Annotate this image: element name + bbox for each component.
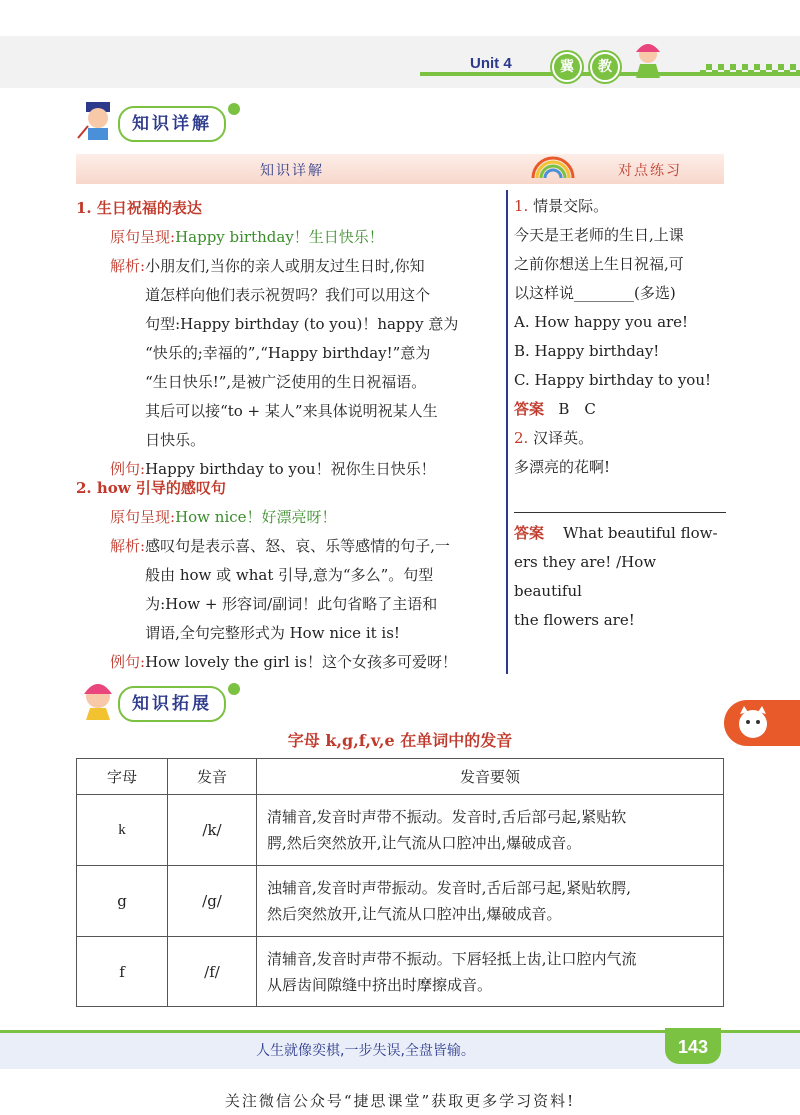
q2-number: 2. [514, 429, 529, 447]
q1-line: 之前你想送上生日祝福,可 [514, 255, 684, 273]
present-label: 原句呈现: [110, 508, 176, 526]
answer-label: 答案 [514, 400, 545, 418]
cell-sound: /g/ [168, 866, 257, 937]
point-heading: 1. 生日祝福的表达 [76, 199, 202, 217]
cell-tip [257, 937, 724, 1007]
explain-line: 为:How + 形容词/副词！此句省略了主语和 [145, 595, 438, 613]
q1-title: 情景交际。 [533, 197, 609, 215]
table-row [77, 866, 724, 937]
present-label: 原句呈现: [110, 228, 176, 246]
publisher-badge-2: 教 [590, 52, 620, 82]
example-text: How lovely the girl is！这个女孩多可爱呀！ [145, 653, 457, 671]
cell-tip [257, 866, 724, 937]
table-row [77, 937, 724, 1007]
explain-line: 道怎样向他们表示祝贺吗？我们可以用这个 [145, 286, 431, 304]
q1-option-c: C. Happy birthday to you! [514, 371, 712, 389]
explain-line: 感叹句是表示喜、怒、哀、乐等感情的句子,一 [145, 537, 450, 555]
table-row [77, 795, 724, 866]
tip-line: 从唇齿间隙缝中挤出时摩擦成音。 [267, 975, 493, 994]
example-label: 例句: [110, 460, 146, 478]
cell-sound: /k/ [168, 795, 257, 866]
answer-label: 答案 [514, 524, 545, 542]
table-header-row [77, 759, 724, 795]
q1-answer-row [514, 395, 726, 424]
section-title-knowledge-detail: 知识详解 [118, 106, 226, 142]
present-text: How nice！好漂亮呀！ [175, 508, 337, 526]
footer-motto: 人生就像奕棋,一步失误,全盘皆输。 [256, 1043, 475, 1059]
example-text: Happy birthday to you！祝你生日快乐！ [145, 460, 436, 478]
q2-answer-line-1: What beautiful flow- [563, 524, 718, 542]
explain-line: 日快乐。 [145, 431, 206, 449]
explain-line: 小朋友们,当你的亲人或朋友过生日时,你知 [145, 257, 425, 275]
practice-q2-title [514, 424, 726, 453]
tip-line: 清辅音,发音时声带不振动。下唇轻抵上齿,让口腔内气流 [267, 949, 637, 968]
q1-option-a: A. How happy you are! [514, 313, 689, 331]
section-title-knowledge-extension: 知识拓展 [118, 686, 226, 722]
explain-line: 其后可以接“to + 某人”来具体说明祝某人生 [145, 402, 438, 420]
publisher-badge-1: 冀 [552, 52, 582, 82]
unit-label: Unit 4 [470, 55, 512, 72]
explain-line: 句型:Happy birthday (to you)！happy 意为 [145, 315, 459, 333]
phonics-table [76, 758, 724, 1007]
header-tips: 发音要领 [257, 759, 724, 795]
tip-line: 浊辅音,发音时声带振动。发音时,舌后部弓起,紧贴软腭, [267, 879, 632, 897]
example-row [76, 648, 504, 677]
girl-mascot-icon [76, 676, 120, 724]
practice-column [514, 192, 726, 635]
explain-text [145, 252, 458, 455]
rainbow-icon [528, 150, 578, 184]
explain-text [145, 532, 450, 648]
page-number: 143 [665, 1028, 721, 1064]
practice-q1-title [514, 192, 726, 221]
side-tab [724, 700, 800, 746]
present-text: Happy birthday！生日快乐！ [175, 228, 384, 246]
fairy-icon [628, 40, 668, 84]
header-sound: 发音 [168, 759, 257, 795]
explain-label: 解析: [110, 257, 146, 275]
cell-letter: k [77, 795, 168, 866]
explain-line: “快乐的;幸福的”,“Happy birthday!”意为 [145, 344, 431, 362]
present-row [76, 223, 504, 252]
q1-line: 今天是王老师的生日,上课 [514, 226, 684, 244]
table-title: 字母 k,g,f,v,e 在单词中的发音 [287, 731, 513, 750]
cell-sound: /f/ [168, 937, 257, 1007]
q2-answer-line [514, 482, 726, 513]
header-bar [0, 36, 800, 88]
q1-line: 以这样说________(多选) [514, 284, 676, 302]
q1-answer: B C [558, 400, 596, 418]
tip-line: 然后突然放开,让气流从口腔冲出,爆破成音。 [267, 905, 562, 923]
explain-line: 谓语,全句完整形式为 How nice it is! [145, 624, 400, 642]
cell-letter: f [77, 937, 168, 1007]
q2-answer-line-2: ers they are! /How beautiful [514, 553, 657, 600]
cell-tip [257, 795, 724, 866]
band-label-practice: 对点练习 [618, 163, 682, 179]
q2-answer-line-3: the flowers are! [514, 611, 635, 629]
tip-line: 清辅音,发音时声带不振动。发音时,舌后部弓起,紧贴软 [267, 808, 627, 826]
q1-number: 1. [514, 197, 529, 215]
header-checker-decoration [700, 64, 800, 76]
present-row [76, 503, 504, 532]
green-dot-decoration [228, 103, 240, 115]
green-dot-decoration [228, 683, 240, 695]
q2-answer-row [514, 519, 726, 548]
band-label-detail: 知识详解 [260, 163, 324, 179]
tip-line: 腭,然后突然放开,让气流从口腔冲出,爆破成音。 [267, 834, 582, 852]
q1-option-b: B. Happy birthday! [514, 342, 660, 360]
teacher-mascot-icon [76, 98, 120, 146]
explain-block [76, 532, 504, 648]
knowledge-point-1 [76, 194, 504, 484]
explain-label: 解析: [110, 537, 146, 555]
header-letter: 字母 [77, 759, 168, 795]
q2-text: 多漂亮的花啊! [514, 458, 611, 476]
point-heading: 2. how 引导的感叹句 [76, 479, 226, 497]
explain-block [76, 252, 504, 455]
q2-title: 汉译英。 [533, 429, 594, 447]
cell-letter: g [77, 866, 168, 937]
column-divider [506, 190, 508, 674]
example-label: 例句: [110, 653, 146, 671]
watermark-text: 关注微信公众号“捷思课堂”获取更多学习资料! [224, 1092, 576, 1110]
explain-line: 般由 how 或 what 引导,意为“多么”。句型 [145, 566, 434, 584]
explain-line: “生日快乐!”,是被广泛使用的生日祝福语。 [145, 373, 427, 391]
knowledge-point-2 [76, 474, 504, 677]
